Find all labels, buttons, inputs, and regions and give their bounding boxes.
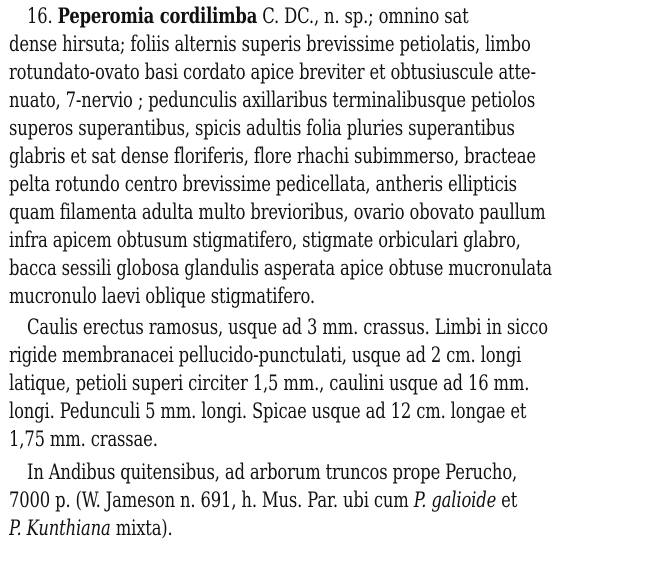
para3-line [9,514,639,542]
heading-rest: C. DC., n. sp.; omnino sat [257,4,469,28]
text-line: glabris et sat dense floriferis, flore rhachi subimmerso, bracteae [9,144,536,168]
text-line: dense hirsuta; foliis alternis superis brevissime petiolatis, limbo [9,32,531,56]
para2-line: latique, petioli superi circiter 1,5 mm., caulini usque ad 16 mm. [9,371,530,395]
para2-line: Caulis erectus ramosus, usque ad 3 mm. crassus. Limbi in sicco [27,315,549,339]
para3-text: et [496,488,518,512]
para3-line: In Andibus quitensibus, ad arborum truncos prope Perucho, [27,460,518,484]
para3-text: mixta). [110,516,173,540]
para3-line [9,486,639,514]
para2-line: rigide membranacei pellucido-punctulati, usque ad 2 cm. longi [9,343,522,367]
text-line: pelta rotundo centro brevissime pedicellata, antheris ellipticis [9,172,517,196]
para2-line: longi. Pedunculi 5 mm. longi. Spicae usque ad 12 cm. longae et [9,399,527,423]
text-line: infra apicem obtusum stigmatifero, stigmate orbiculari glabro, [9,228,521,252]
entry-heading-line [27,2,650,30]
para2-line: 1,75 mm. crassae. [9,427,158,451]
species-ref: P. galioide [413,488,497,512]
text-line: rotundato-ovato basi cordato apice breviter et obtusiuscule atte- [9,60,536,84]
entry-number: 16. [27,4,53,28]
text-line: superos superantibus, spicis adultis folia pluries superantibus [9,116,515,140]
text-line: nuato, 7-nervio ; pedunculis axillaribus terminalibusque petiolos [9,88,536,112]
text-line: quam filamenta adulta multo brevioribus, ovario obovato paullum [9,200,546,224]
species-ref: P. Kunthiana [9,516,111,540]
species-name: Peperomia cordilimba [57,3,258,28]
text-line: bacca sessili globosa glandulis asperata apice obtuse mucronulata [9,256,552,280]
para3-text: 7000 p. (W. Jameson n. 691, h. Mus. Par. ubi cum [9,488,414,512]
text-line: mucronulo laevi oblique stigmatifero. [9,284,315,308]
